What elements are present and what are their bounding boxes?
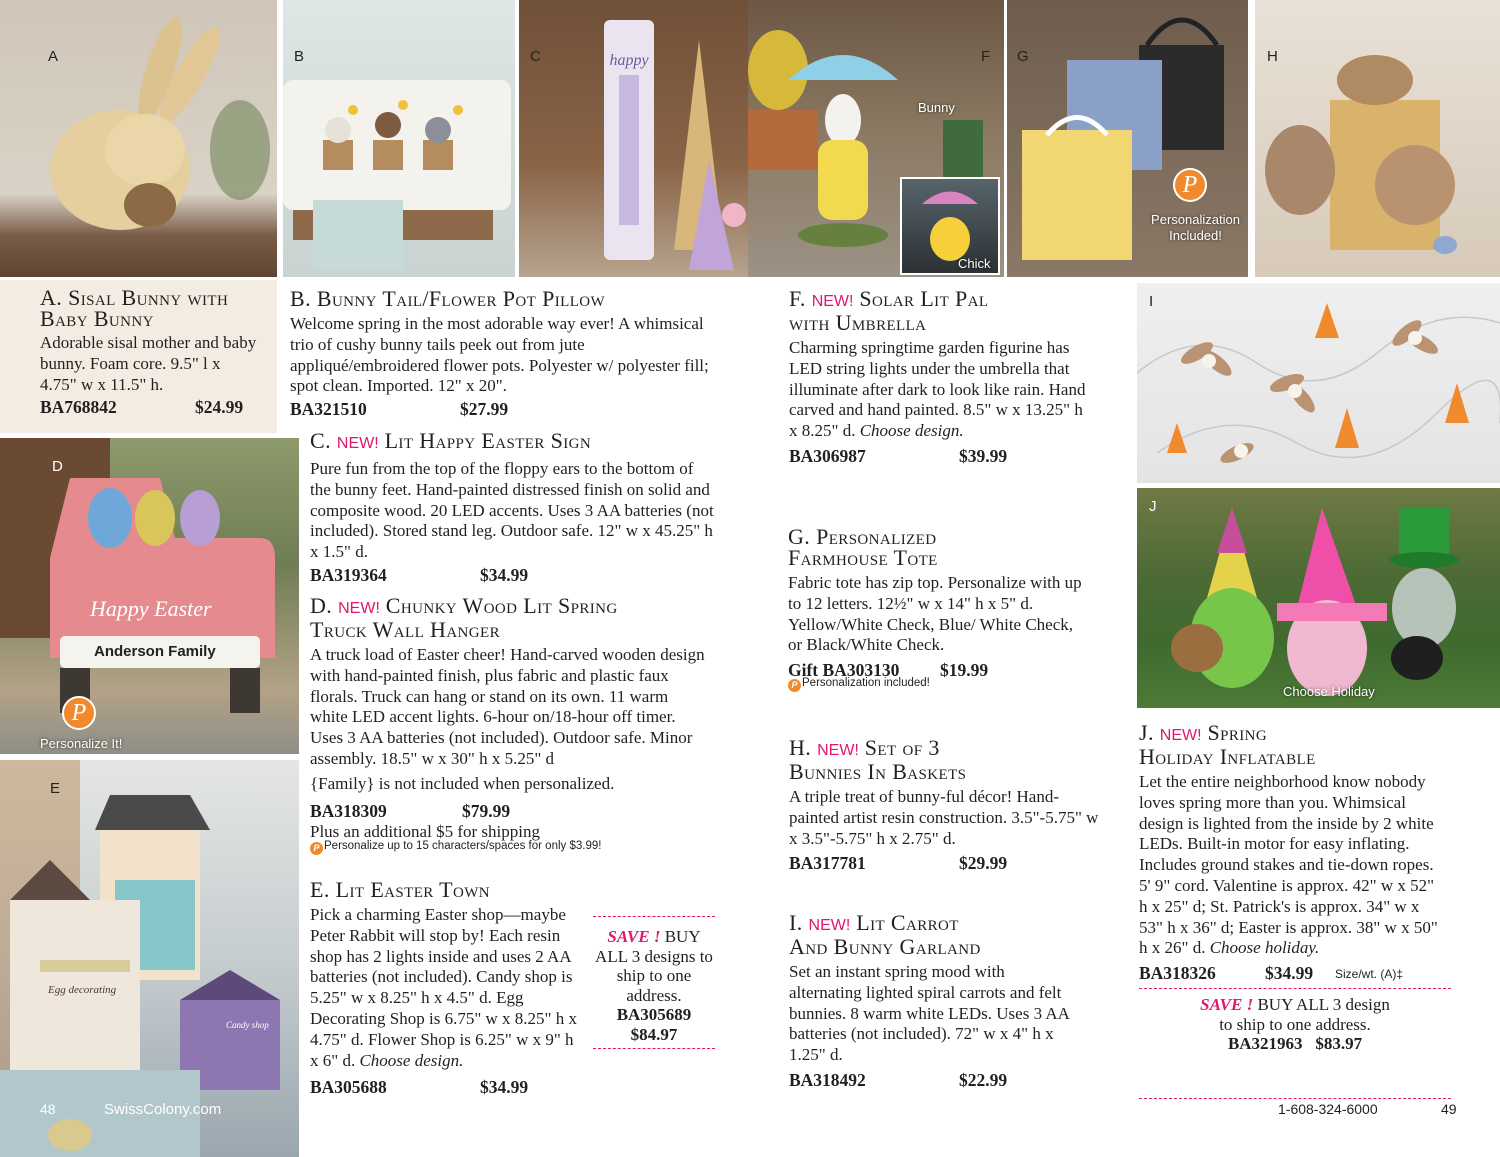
caption-chick: Chick (958, 256, 991, 271)
photo-i-garland (1137, 283, 1500, 483)
item-e-title: E. Lit Easter Town (310, 877, 491, 902)
photo-letter: B (294, 48, 305, 65)
photo-letter: J (1149, 498, 1157, 515)
item-a-title: A. Sisal Bunny with Baby Bunny (40, 285, 229, 331)
personalization-badge-icon: P (310, 842, 323, 855)
item-g-sku-row (788, 660, 1118, 682)
item-b-sku: BA321510 (290, 399, 367, 420)
item-d-title: D. NEW! Chunky Wood Lit Spring Truck Wall Hanger (310, 593, 618, 642)
new-badge: NEW! (808, 917, 851, 934)
photo-letter: C (530, 48, 541, 65)
photo-letter: A (48, 48, 59, 65)
item-h-title: H. NEW! Set of 3 Bunnies In Baskets (789, 735, 967, 784)
photo-letter: G (1017, 48, 1029, 65)
item-j-size-weight: Size/wt. (A)‡ (1335, 967, 1404, 982)
personalization-badge-icon: P (788, 679, 801, 692)
photo-letter: H (1267, 48, 1278, 65)
item-d-shipping: Plus an additional $5 for shipping (310, 821, 540, 841)
item-d-block (310, 595, 730, 855)
truck-sign-happy-easter: Happy Easter (90, 596, 212, 621)
photo-c-easter-sign (519, 0, 748, 277)
item-i-title: I. NEW! Lit Carrot And Bunny Garland (789, 910, 981, 959)
item-j-title: J. NEW! Spring Holiday Inflatable (1139, 720, 1316, 769)
item-f-sku: BA306987 (789, 445, 866, 466)
item-d-description: A truck load of Easter cheer! Hand-carved wooden design with hand-painted finish, plus fabric and plastic faux florals. Truck can hang or stand on its own. 11 warm white LED accent lights. 6-hour on/18-hour off timer. Uses 3 AA batteries (not included). Outdoor safe. Minor assembly. 18.5" w x 30" h x 5.25" d (310, 645, 705, 768)
item-i-block (789, 912, 1119, 1092)
save-sku: BA321963 (1227, 1034, 1303, 1054)
item-b-sku-row (290, 399, 730, 421)
item-a-panel (0, 280, 277, 433)
photo-g-tote (1007, 0, 1248, 277)
caption-bunny: Bunny (918, 100, 955, 115)
item-d-price: $79.99 (462, 800, 511, 821)
item-g-description: Fabric tote has zip top. Personalize with up to 12 letters. 12½" w x 14" h x 5" d. Yellow/White Check, Blue/ White Check, or Black/White Check. (788, 573, 1082, 655)
item-f-description: Charming springtime garden figurine has LED string lights under the umbrella that illuminate after dark to look like rain. Hand carved and hand painted. 8.5" w x 13.25" h x 8.25" d. Choose design. (789, 338, 1086, 441)
item-e-description: Pick a charming Easter shop—maybe Peter Rabbit will stop by! Each resin shop has 2 lights inside and uses 2 AA batteries (not included). Candy shop is 5.25" w x 8.25" h x 4.5" d. Egg Decorating Shop is 6.75" w x 8.25" h x 4.75" d. Flower Shop is 6.25" w x 9" h x 6" d. Choose design. (310, 905, 577, 1070)
item-f-sku-row (789, 446, 1119, 468)
personalization-badge-icon: P (62, 696, 96, 730)
item-b-description: Welcome spring in the most adorable way ever! A whimsical trio of cushy bunny tails peek out from jute appliqué/embroidered flower pots. Polyester w/ polyester fill; spot clean. Imported. 12" x 20". (290, 314, 709, 396)
shop-sign-egg-decorating: Egg decorating (48, 984, 117, 996)
new-badge: NEW! (1159, 727, 1202, 744)
save-label: SAVE ! (1200, 995, 1254, 1015)
item-h-sku-row (789, 853, 1119, 875)
item-g-title: G. Personalized Farmhouse Tote (788, 524, 938, 570)
new-badge: NEW! (817, 742, 859, 759)
photo-d-truck (0, 438, 299, 754)
item-j-block (1139, 722, 1500, 1054)
item-g-price: $19.99 (940, 660, 989, 681)
photo-f-solar-pal (748, 0, 1004, 277)
item-i-description: Set an instant spring mood with alternating lighted spiral carrots and felt bunnies. 8 warm white LEDs. Uses 3 AA batteries (not included). 72" w x 4" h x 1.25" d. (789, 962, 1070, 1065)
caption-choose-holiday: Choose Holiday (1283, 684, 1375, 699)
item-e-sku-row (310, 1077, 730, 1099)
item-i-price: $22.99 (959, 1069, 1008, 1090)
new-badge: NEW! (811, 293, 854, 310)
item-d-sku: BA318309 (310, 800, 387, 821)
photo-letter: E (50, 780, 61, 797)
item-h-price: $29.99 (959, 853, 1008, 874)
item-a-sku-row (40, 397, 263, 419)
item-g-sku: Gift BA303130 (788, 660, 900, 681)
caption-personalization: Personalization Included! (1151, 212, 1240, 243)
item-f-title: F. NEW! Solar Lit Pal with Umbrella (789, 286, 989, 335)
new-badge: NEW! (338, 600, 380, 617)
save-price: $84.97 (630, 1024, 678, 1044)
item-c-sku-row (310, 565, 730, 587)
site-url[interactable]: SwissColony.com (104, 1101, 222, 1118)
photo-letter: F (981, 48, 991, 65)
photo-letter: I (1149, 293, 1154, 310)
save-box-bottom-rule (1139, 1098, 1451, 1099)
save-sku: BA305689 (616, 1005, 692, 1024)
caption-personalize-it: Personalize It! (40, 736, 123, 751)
item-c-sku: BA319364 (310, 564, 387, 585)
item-b-block (290, 288, 730, 421)
item-j-sku: BA318326 (1139, 963, 1216, 984)
item-g-block (788, 526, 1118, 692)
item-c-title: C. NEW! Lit Happy Easter Sign (310, 428, 592, 453)
item-h-sku: BA317781 (789, 853, 866, 874)
save-description-2: to ship to one address. (1219, 1014, 1371, 1034)
photo-h-bunnies-baskets (1255, 0, 1500, 277)
item-i-sku: BA318492 (789, 1069, 866, 1090)
save-price: $83.97 (1315, 1034, 1363, 1054)
item-d-note: {Family} is not included when personalized. (310, 773, 615, 793)
item-j-description: Let the entire neighborhood know nobody loves spring more than you. Whimsical design is lighted from the inside by 2 white LEDs. Built-in motor for easy inflating. Includes ground stakes and tie-down ropes. 5' 9" cord. Valentine is approx. 42" w x 52" h x 25" d; St. Patrick's is approx. 34" w x 53" h x 36" d; Easter is approx. 38" w x 50" h x 26" d. Choose holiday. (1139, 772, 1438, 958)
photo-e-easter-town (0, 760, 299, 1157)
phone-number: 1-608-324-6000 (1278, 1101, 1378, 1117)
save-label: SAVE ! (607, 927, 661, 946)
item-e-sku: BA305688 (310, 1077, 387, 1098)
photo-letter: D (52, 458, 63, 475)
item-c-price: $34.99 (480, 564, 529, 585)
photo-a-sisal-bunny (0, 0, 277, 277)
item-e-price: $34.99 (480, 1077, 529, 1098)
personalization-badge-icon: P (1173, 168, 1207, 202)
item-f-price: $39.99 (959, 445, 1008, 466)
item-i-sku-row (789, 1070, 1119, 1092)
item-e-save-box (593, 916, 715, 1049)
item-b-title: B. Bunny Tail/Flower Pot Pillow (290, 286, 606, 311)
item-j-price: $34.99 (1265, 963, 1314, 984)
svg-text:happy: happy (609, 52, 649, 69)
new-badge: NEW! (336, 435, 379, 452)
item-d-personalize-note: P Personalize up to 15 characters/spaces for only $3.99! (310, 840, 730, 855)
item-d-sku-row (310, 801, 730, 823)
item-f-block (789, 288, 1119, 468)
page-number-right: 49 (1441, 1101, 1457, 1117)
item-g-personalization-note: P Personalization included! (788, 677, 1118, 692)
photo-b-pillow (283, 0, 515, 277)
save-description-1: BUY ALL 3 design (1257, 995, 1390, 1015)
truck-sign-family: Anderson Family (94, 643, 216, 660)
item-c-block (310, 430, 730, 587)
item-h-block (789, 737, 1119, 875)
item-a-sku: BA768842 (40, 397, 117, 418)
item-b-price: $27.99 (460, 399, 509, 420)
shop-sign-candy-shop: Candy shop (226, 1020, 269, 1030)
photo-j-inflatable (1137, 488, 1500, 708)
item-j-save-box (1139, 995, 1451, 1054)
item-a-description: Adorable sisal mother and baby bunny. Foam core. 9.5" l x 4.75" w x 11.5" h. (40, 333, 257, 394)
item-h-description: A triple treat of bunny-ful décor! Hand-painted artist resin construction. 3.5"-5.75" w x 3.5"-5.75" h x 2.75" d. (789, 787, 1099, 848)
page-number-left: 48 (40, 1101, 56, 1117)
save-description: BUY ALL 3 designs to ship to one address. (595, 927, 713, 1005)
item-a-price: $24.99 (195, 397, 244, 418)
item-c-description: Pure fun from the top of the floppy ears to the bottom of the bunny feet. Hand-painted distressed finish on solid and composite wood. 20 LED accents. Uses 3 AA batteries (not included). Stored stand leg. Outdoor safe. 12" w x 45.25" h x 1.5" d. (310, 459, 714, 562)
item-j-sku-row (1139, 963, 1451, 989)
